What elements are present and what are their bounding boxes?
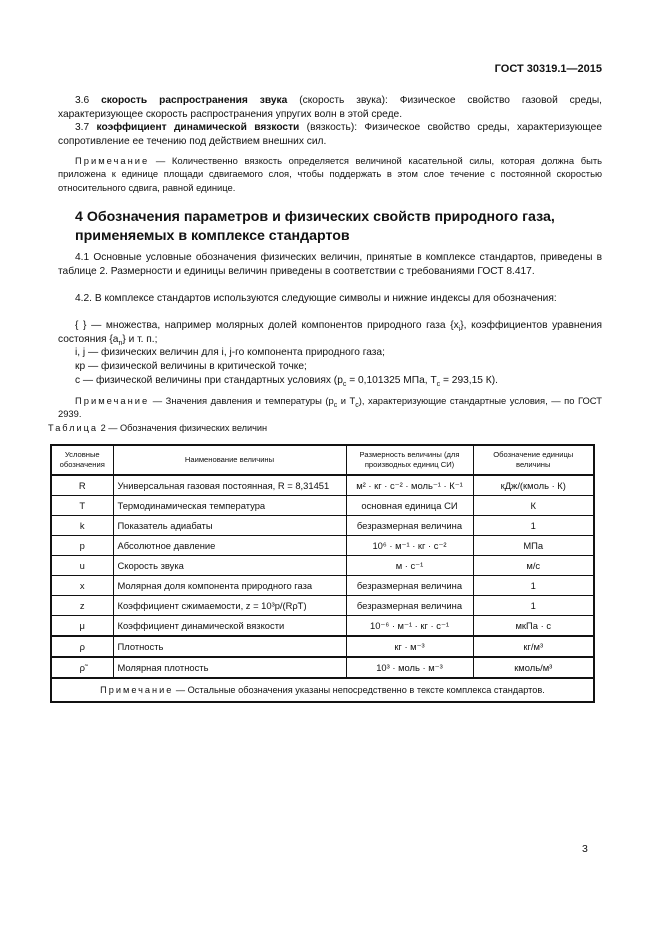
text: }, коэффициентов уравнения состояния {a [58, 320, 602, 345]
table-row [51, 556, 594, 576]
cell-name: Скорость звука [113, 556, 346, 576]
cell-unit: м/с [473, 556, 594, 576]
cell-dimension: безразмерная величина [346, 516, 473, 536]
clause-3-6 [58, 94, 602, 121]
cell-name: Коэффициент сжимаемости, z = 10³p/(Rρ̃T) [113, 596, 346, 616]
text: ), характеризующие стандартные условия, — по ГОСТ 2939. [58, 395, 602, 420]
document-id: ГОСТ 30319.1—2015 [494, 63, 602, 75]
table-header-row [51, 445, 594, 475]
cell-unit: МПа [473, 536, 594, 556]
cell-unit: кг/м³ [473, 636, 594, 657]
clause-4-1: 4.1 Основные условные обозначения физических величин, принятые в комплексе стандартов, приведены в таблице 2. Размерности и единицы величин приведены в соответствии с требованиями ГОСТ 8.417. [58, 252, 602, 277]
cell-symbol: k [51, 516, 113, 536]
cell-symbol: μ [51, 616, 113, 637]
text: { } — множества, например молярных долей компонентов природного газа {x [75, 320, 459, 331]
cell-dimension: 10⁶ · м⁻¹ · кг · с⁻² [346, 536, 473, 556]
text: с — физической величины при стандартных условиях (p [75, 375, 343, 386]
caption-label: Таблица [48, 423, 99, 433]
note-viscosity [58, 154, 602, 194]
text: } и т. п.; [122, 333, 158, 345]
cell-name: Молярная доля компонента природного газа [113, 576, 346, 596]
page-number: 3 [582, 843, 588, 855]
clause-number: 3.7 [75, 122, 97, 133]
note-label: Примечание [75, 155, 150, 166]
cell-unit: 1 [473, 516, 594, 536]
cell-unit: 1 [473, 576, 594, 596]
cell-symbol: p [51, 536, 113, 556]
cell-name: Плотность [113, 636, 346, 657]
cell-unit: кДж/(кмоль · К) [473, 475, 594, 496]
cell-dimension: безразмерная величина [346, 596, 473, 616]
table-row [51, 576, 594, 596]
note-standard-conditions [58, 394, 602, 421]
text: и T [337, 395, 356, 406]
cell-dimension: 10³ · моль · м⁻³ [346, 657, 473, 678]
clause-4-2: 4.2. В комплексе стандартов используются следующие символы и нижние индексы для обозначения: [75, 293, 557, 304]
note-text: — Количественно вязкость определяется величиной касательной силы, которая должна быть приложена к единице площади сдвигаемого слоя, чтобы поддержать в этом слое течение с постоянной скоростью относительного сдвига, равной единице. [58, 155, 602, 193]
header-symbol: Условные обозначения [51, 445, 113, 475]
table-row [51, 657, 594, 678]
text: — Значения давления и температуры (p [149, 395, 334, 406]
cell-unit: К [473, 496, 594, 516]
subscript: c [342, 381, 347, 389]
table-row [51, 596, 594, 616]
cell-dimension: безразмерная величина [346, 576, 473, 596]
table-note-row [51, 678, 594, 702]
header-name: Наименование величины [113, 445, 346, 475]
cell-name: Абсолютное давление [113, 536, 346, 556]
caption-text: 2 — Обозначения физических величин [98, 423, 268, 433]
cell-unit: 1 [473, 596, 594, 616]
cell-symbol: x [51, 576, 113, 596]
term: коэффициент динамической вязкости [96, 122, 300, 133]
header-unit: Обозначение единицы величины [473, 445, 594, 475]
cell-name: Коэффициент динамической вязкости [113, 616, 346, 637]
note-text: — Остальные обозначения указаны непосредственно в тексте комплекса стандартов. [173, 685, 545, 695]
symbol-c [58, 374, 602, 388]
section-4-heading: 4 Обозначения параметров и физических свойств природного газа, применяемых в комплексе стандартов [75, 209, 555, 244]
cell-symbol: u [51, 556, 113, 576]
definition: (скорость звука): Физическое свойство газовой среды, характеризующее скорость распространения упругих волн в этой среде. [58, 95, 602, 120]
table-row [51, 475, 594, 496]
cell-symbol: z [51, 596, 113, 616]
subscript: c [333, 401, 338, 409]
table-row [51, 616, 594, 637]
cell-dimension: м · с⁻¹ [346, 556, 473, 576]
cell-name: Показатель адиабаты [113, 516, 346, 536]
table-row [51, 536, 594, 556]
table-note [51, 678, 594, 702]
cell-name: Универсальная газовая постоянная, R = 8,31451 [113, 475, 346, 496]
cell-symbol: ρ [51, 636, 113, 657]
clause-3-7 [58, 121, 602, 148]
table-row [51, 516, 594, 536]
subscript: n [118, 339, 123, 347]
cell-symbol: R [51, 475, 113, 496]
symbol-kr: кр — физической величины в критической точке; [75, 361, 307, 372]
subscript: c [355, 401, 359, 409]
note-label: Примечание [100, 685, 174, 695]
cell-symbol: T [51, 496, 113, 516]
cell-dimension: кг · м⁻³ [346, 636, 473, 657]
term: скорость распространения звука [101, 95, 288, 106]
table-row [51, 636, 594, 657]
text: = 0,101325 МПа, T [346, 375, 437, 386]
clause-number: 3.6 [75, 95, 102, 106]
symbols-table [50, 444, 595, 703]
cell-dimension: м² · кг · с⁻² · моль⁻¹ · К⁻¹ [346, 475, 473, 496]
symbol-ij: i, j — физических величин для i, j-го компонента природного газа; [75, 347, 385, 358]
header-dimension: Размерность величины (для производных единиц СИ) [346, 445, 473, 475]
cell-name: Термодинамическая температура [113, 496, 346, 516]
cell-name: Молярная плотность [113, 657, 346, 678]
cell-unit: мкПа · с [473, 616, 594, 637]
symbol-set [58, 319, 602, 346]
definition: (вязкость): Физическое свойство среды, характеризующее сопротивление ее течению под действием внешних сил. [58, 122, 603, 147]
cell-dimension: основная единица СИ [346, 496, 473, 516]
subscript: i [458, 326, 461, 334]
table-row [51, 496, 594, 516]
note-label: Примечание [75, 395, 150, 406]
table-caption [48, 423, 267, 433]
subscript: c [436, 381, 441, 389]
cell-dimension: 10⁻⁶ · м⁻¹ · кг · с⁻¹ [346, 616, 473, 637]
text: = 293,15 К). [440, 375, 498, 386]
cell-unit: кмоль/м³ [473, 657, 594, 678]
cell-symbol: ρ̃ [51, 657, 113, 678]
